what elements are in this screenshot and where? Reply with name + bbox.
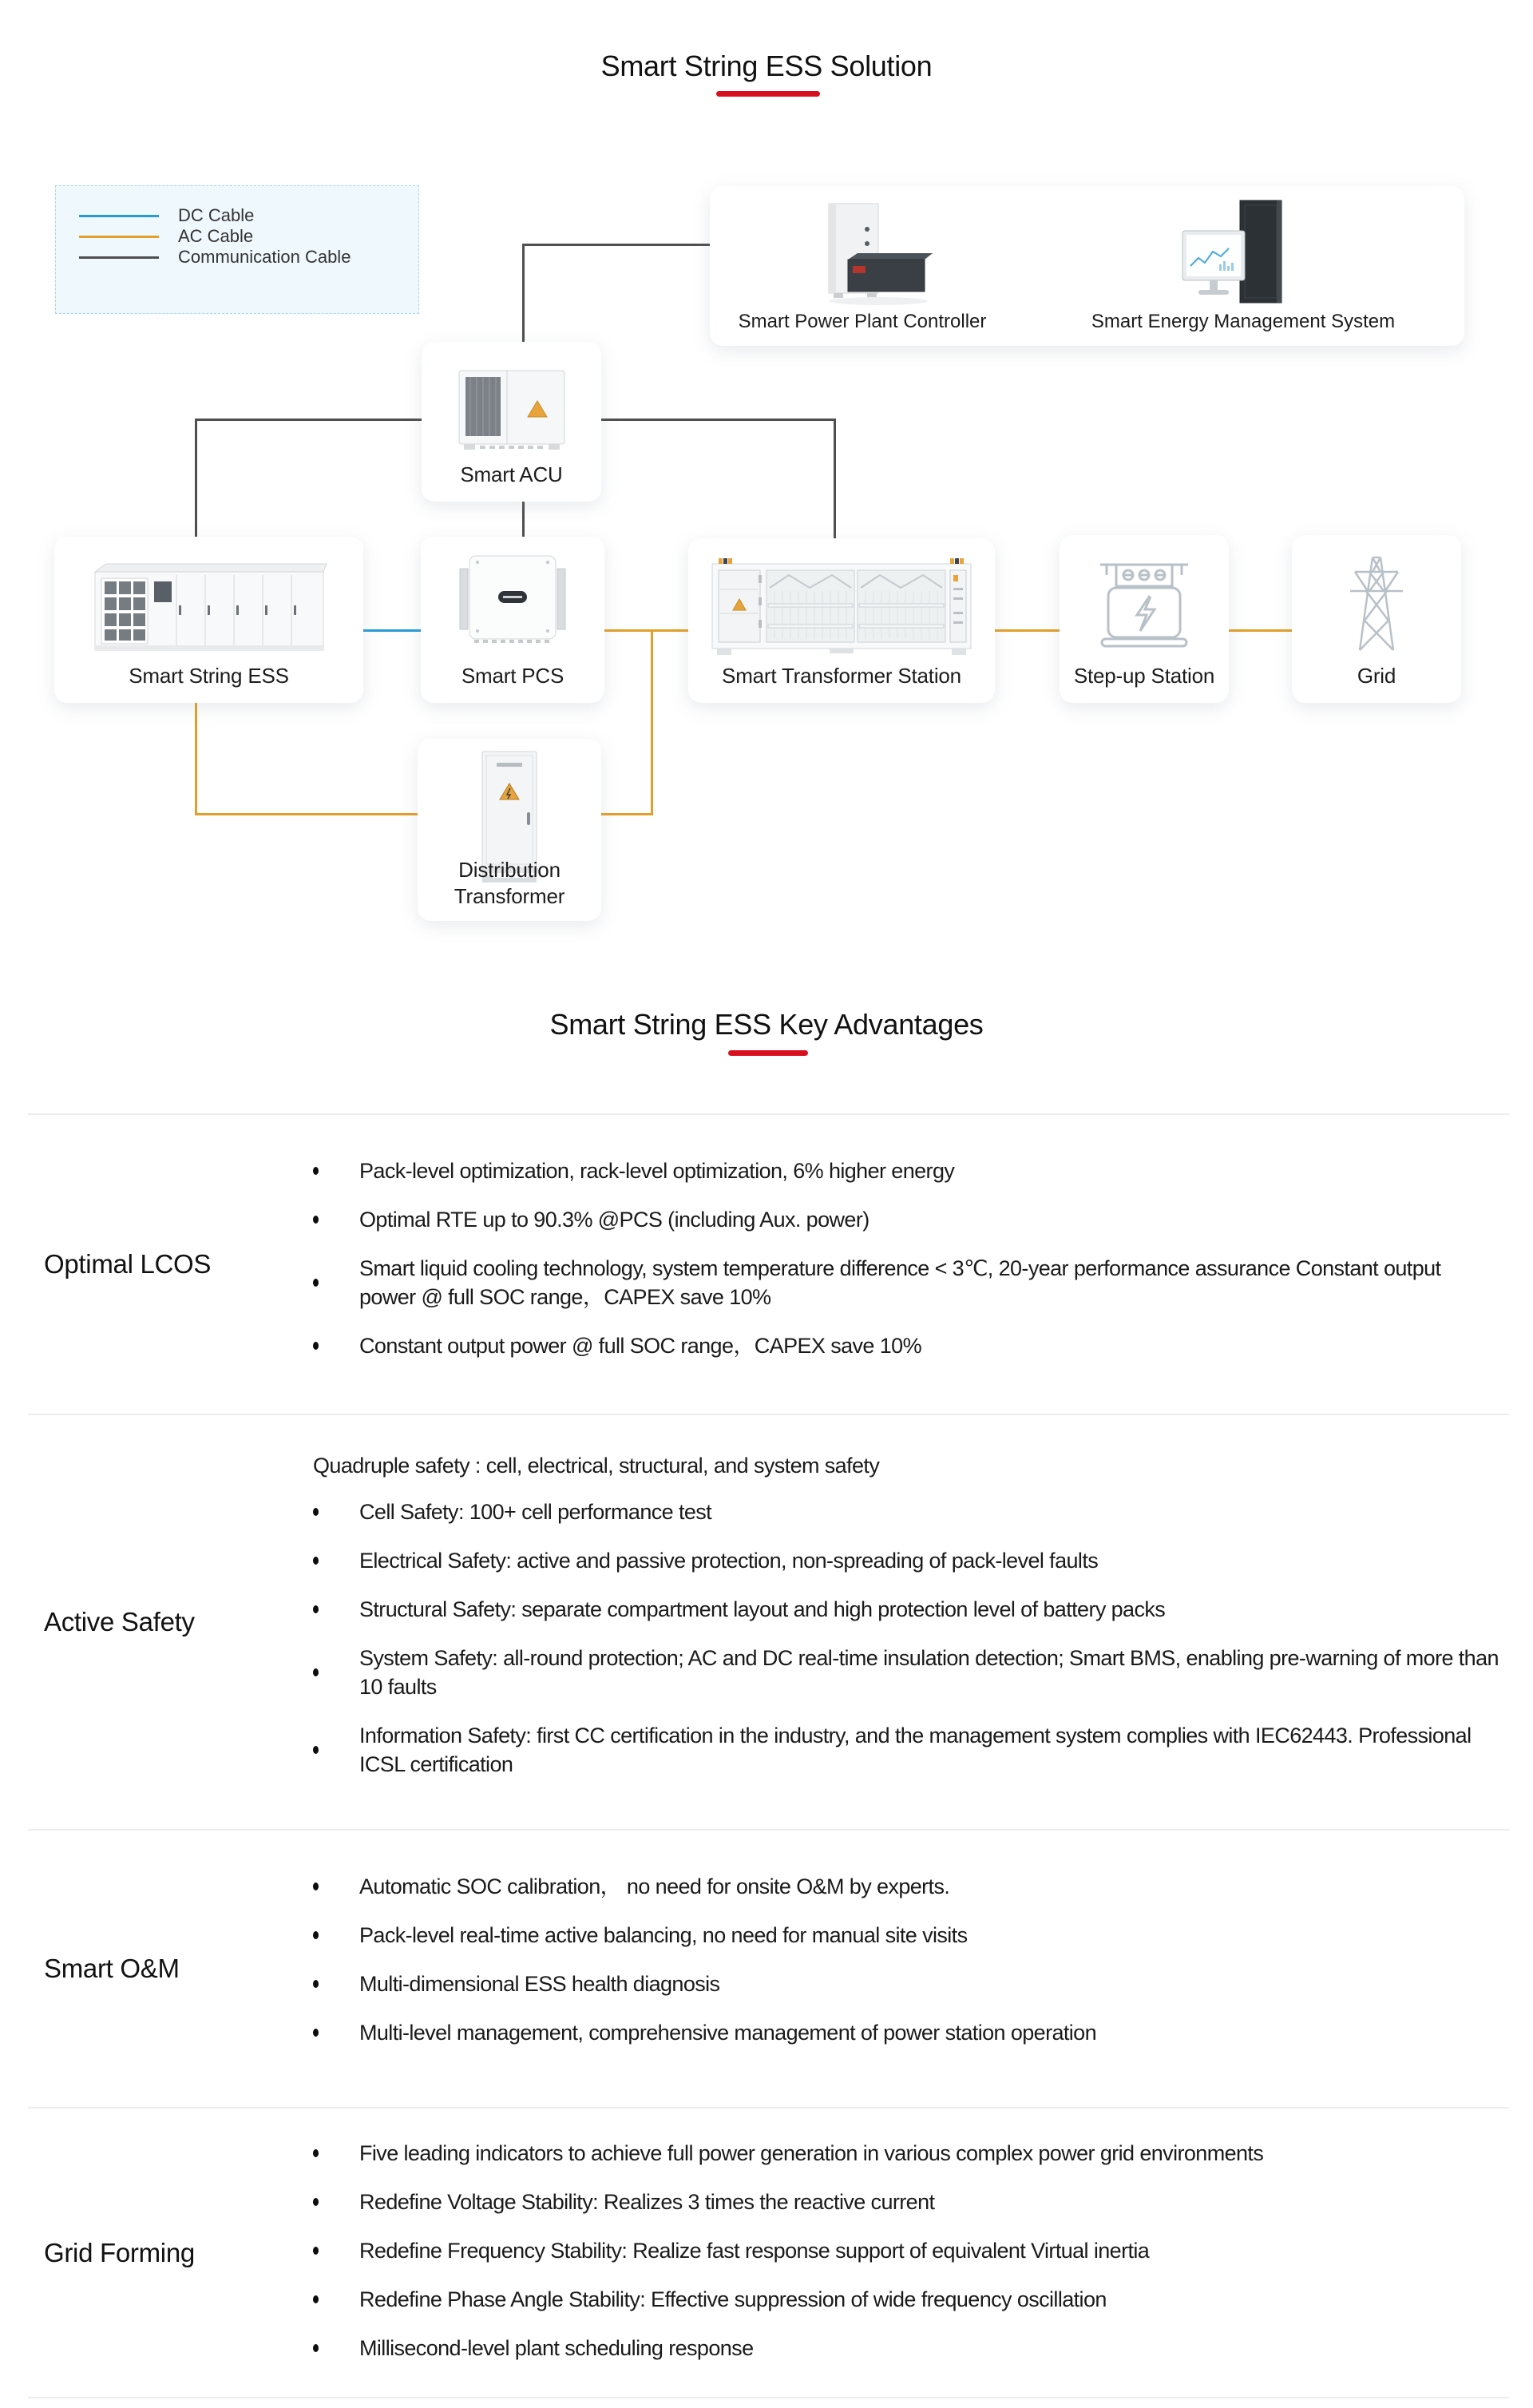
bullet-marker — [313, 2198, 359, 2206]
distribution-transformer-label-line2: Transformer — [454, 884, 565, 908]
bullet-marker — [313, 2029, 359, 2037]
bullet-item — [313, 2018, 1509, 2047]
smart-pcs-label: Smart PCS — [461, 664, 564, 688]
bullet-marker — [313, 1557, 359, 1565]
ac-cable-line — [651, 629, 653, 815]
section-label-column — [28, 1415, 313, 1829]
dc-cable-line — [363, 629, 422, 632]
section-label-column — [28, 1831, 313, 2107]
bullet-marker — [313, 1279, 359, 1287]
ac-cable-line — [995, 629, 1061, 632]
bullet-item — [313, 2236, 1509, 2265]
bullet-text: Constant output power @ full SOC range，CAPEX save 10% — [359, 1334, 921, 1358]
smart-power-plant-controller-label: Smart Power Plant Controller — [738, 311, 987, 332]
legend-label: DC Cable — [178, 205, 255, 225]
bullet-marker — [313, 1508, 359, 1516]
bullet-dot-icon — [313, 1931, 319, 1939]
bullet-marker — [313, 1668, 359, 1676]
bullet-text: Electrical Safety: active and passive protection, non-spreading of pack-level faults — [359, 1549, 1099, 1573]
ac-cable-swatch — [79, 236, 159, 238]
bullet-text: Structural Safety: separate compartment layout and high protection level of battery packs — [359, 1597, 1166, 1621]
bullet-item — [313, 1644, 1509, 1701]
distribution-transformer-node — [418, 739, 601, 921]
bullet-marker — [313, 1980, 359, 1988]
legend-item — [79, 247, 418, 268]
bullet-text: System Safety: all-round protection; AC and DC real-time insulation detection; Smart BMS, enabling pre-warning of more than 10 faults — [359, 1646, 1499, 1699]
bullet-marker — [313, 2344, 359, 2352]
advantage-section — [28, 1829, 1509, 2107]
bullet-text: Cell Safety: 100+ cell performance test — [359, 1500, 712, 1524]
section-content — [313, 2108, 1509, 2397]
bullet-item — [313, 1595, 1509, 1624]
legend-label: AC Cable — [178, 226, 254, 246]
ac-cable-line — [1228, 629, 1293, 632]
section-label-column — [28, 1115, 313, 1414]
cable-legend — [55, 185, 419, 314]
section-label: Smart O&M — [44, 1954, 180, 1983]
communication-cable-line — [600, 419, 836, 421]
bullet-dot-icon — [313, 1167, 319, 1175]
ac-cable-line — [195, 703, 197, 815]
bullet-marker — [313, 2295, 359, 2303]
advantages-title: Smart String ESS Key Advantages — [549, 1008, 984, 1041]
bullet-item — [313, 2188, 1509, 2216]
section-content — [313, 1415, 1509, 1829]
communication-cable-line — [834, 419, 836, 540]
bullet-marker — [313, 1167, 359, 1175]
bullet-marker — [313, 1342, 359, 1350]
bullet-dot-icon — [313, 2029, 319, 2037]
smart-transformer-station-image — [706, 551, 977, 663]
bullet-item — [313, 1970, 1509, 1998]
legend-items — [79, 205, 418, 268]
distribution-transformer-label-line1: Distribution — [458, 858, 561, 882]
bullet-item — [313, 2334, 1509, 2362]
bullet-text: Redefine Phase Angle Stability: Effective suppression of wide frequency oscillation — [359, 2287, 1107, 2311]
advantages-sections — [28, 1113, 1509, 2398]
advantages-title-underline — [728, 1050, 808, 1056]
communication-cable-line — [522, 244, 525, 342]
communication-cable-line — [522, 502, 525, 538]
bullet-dot-icon — [313, 1279, 319, 1287]
bullet-dot-icon — [313, 2344, 319, 2352]
bullet-marker — [313, 1931, 359, 1939]
legend-label: Communication Cable — [178, 247, 351, 267]
bullet-marker — [313, 1216, 359, 1224]
solution-title: Smart String ESS Solution — [600, 50, 933, 82]
bullet-item — [313, 1546, 1509, 1575]
section-label: Active Safety — [44, 1607, 195, 1636]
bullet-item — [313, 1156, 1509, 1185]
bullet-text: Redefine Frequency Stability: Realize fast response support of equivalent Virtual inertia — [359, 2239, 1150, 2263]
smart-acu-node — [422, 342, 601, 502]
bullet-item — [313, 1921, 1509, 1950]
bullet-dot-icon — [313, 1746, 319, 1754]
bullet-text: Pack-level optimization, rack-level optimization, 6% higher energy — [359, 1159, 955, 1183]
step-up-station-node — [1060, 535, 1229, 703]
bullet-item — [313, 1205, 1509, 1234]
step-up-station-label: Step-up Station — [1073, 664, 1215, 688]
communication-cable-line — [195, 419, 197, 537]
bullet-text: Smart liquid cooling technology, system temperature difference < 3℃, 20-year performance assurance Constant output power @ full SOC range，CAPEX save 10% — [359, 1256, 1441, 1309]
bullet-text: Multi-dimensional ESS health diagnosis — [359, 1972, 720, 1996]
ac-cable-line — [603, 629, 690, 632]
dc-cable-swatch — [79, 215, 159, 217]
grid-node — [1292, 535, 1461, 703]
bullet-dot-icon — [313, 1980, 319, 1988]
bullet-dot-icon — [313, 1342, 319, 1350]
legend-item — [79, 205, 418, 226]
bullet-dot-icon — [313, 1557, 319, 1565]
smart-acu-image — [448, 364, 576, 456]
bullet-item — [313, 1498, 1509, 1526]
advantage-section — [28, 2107, 1509, 2398]
bullet-dot-icon — [313, 2247, 319, 2255]
bullet-text: Automatic SOC calibration， no need for onsite O&M by experts. — [359, 1874, 950, 1898]
advantage-section — [28, 1414, 1509, 1829]
bullet-dot-icon — [313, 1605, 319, 1613]
smart-power-plant-controller-image — [790, 197, 934, 313]
bullet-item — [313, 2139, 1509, 2168]
bullet-text: Millisecond-level plant scheduling response — [359, 2336, 754, 2360]
distribution-transformer-label — [418, 857, 601, 910]
smart-pcs-image — [449, 551, 576, 651]
bullet-dot-icon — [313, 2149, 319, 2157]
bullet-text: Multi-level management, comprehensive management of power station operation — [359, 2021, 1097, 2045]
bullet-item — [313, 2285, 1509, 2314]
smart-transformer-station-node — [688, 538, 995, 703]
bullet-dot-icon — [313, 1508, 319, 1516]
smart-string-ess-image — [85, 556, 333, 664]
advantage-section — [28, 1113, 1509, 1414]
bullet-marker — [313, 1605, 359, 1613]
smart-acu-label: Smart ACU — [460, 462, 563, 486]
bullet-item — [313, 1331, 1509, 1360]
section-label: Optimal LCOS — [44, 1249, 212, 1279]
section-content — [313, 1831, 1509, 2107]
smart-pcs-node — [421, 537, 604, 703]
smart-string-ess-node — [54, 537, 363, 703]
section-label-column — [28, 2108, 313, 2397]
bullet-text: Information Safety: first CC certification in the industry, and the management system complies with IEC62443. Professional ICSL certification — [359, 1724, 1472, 1776]
bullet-item — [313, 1721, 1509, 1779]
section-label: Grid Forming — [44, 2237, 195, 2267]
bullet-dot-icon — [313, 2295, 319, 2303]
section-content — [313, 1115, 1509, 1414]
bullet-text: Redefine Voltage Stability: Realizes 3 times the reactive current — [359, 2190, 935, 2214]
bullet-marker — [313, 2247, 359, 2255]
grid-label: Grid — [1357, 664, 1396, 688]
solution-title-underline — [716, 91, 820, 97]
bullet-marker — [313, 1882, 359, 1890]
bullet-text: Optimal RTE up to 90.3% @PCS (including Aux. power) — [359, 1208, 869, 1232]
smart-energy-management-system-label: Smart Energy Management System — [1091, 311, 1396, 332]
bullet-dot-icon — [313, 1882, 319, 1890]
bullet-text: Pack-level real-time active balancing, no need for manual site visits — [359, 1923, 968, 1947]
smart-transformer-station-label: Smart Transformer Station — [722, 664, 961, 688]
smart-string-ess-label: Smart String ESS — [129, 664, 289, 688]
bullet-dot-icon — [313, 1668, 319, 1676]
bullet-marker — [313, 1746, 359, 1754]
section-intro: Quadruple safety : cell, electrical, structural, and system safety — [313, 1454, 880, 1478]
grid-tower-icon — [1333, 545, 1420, 657]
smart-energy-management-system-image — [1170, 196, 1305, 315]
bullet-dot-icon — [313, 1216, 319, 1224]
bullet-dot-icon — [313, 2198, 319, 2206]
bullet-marker — [313, 2149, 359, 2157]
bullet-text: Five leading indicators to achieve full power generation in various complex power grid environments — [359, 2141, 1264, 2165]
controllers-card — [710, 186, 1464, 346]
step-up-station-icon — [1084, 549, 1204, 652]
communication-cable-line — [195, 419, 422, 421]
bullet-item — [313, 1254, 1509, 1311]
bullet-item — [313, 1872, 1509, 1901]
legend-item — [79, 226, 418, 247]
communication-cable-line — [522, 244, 712, 246]
comm-cable-swatch — [79, 256, 159, 259]
